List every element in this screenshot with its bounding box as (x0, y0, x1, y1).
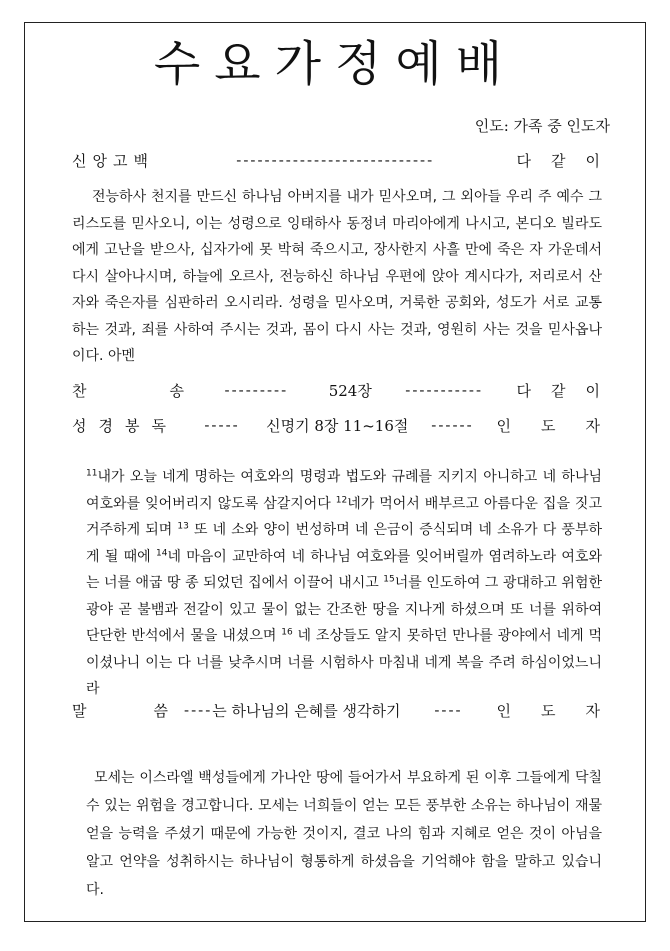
sermon-label-1: 말 (72, 701, 87, 720)
verse-number: 15 (383, 574, 395, 585)
sermon-row (72, 698, 630, 722)
scripture-row (72, 413, 631, 437)
creed-row (72, 148, 620, 172)
sermon-dashes-left: ---- (184, 701, 213, 719)
hymn-label-2: 송 (169, 381, 184, 400)
verse-text: 네 조상들도 알지 못하던 만나를 광야에서 네게 먹이셨나니 이는 다 너를 낮추시며 너를 시험하사 마침내 네게 복을 주려 하심이었느니라 (86, 628, 602, 697)
verse-text: 내가 오늘 네게 명하는 여호와의 명령과 법도와 규례를 지키지 아니하고 네 하나님 여호와를 잊어버리지 않도록 삼갈지어다 (86, 469, 602, 512)
scripture-leader: 인도자 (496, 416, 631, 435)
hymn-leader: 다같이 (516, 381, 621, 400)
sermon-label-2: 씀 (153, 701, 168, 720)
scripture-passage (86, 464, 602, 703)
sermon-text: 모세는 이스라엘 백성들에게 가나안 땅에 들어가서 부요하게 된 이후 그들에게 닥칠 수 있는 위험을 경고합니다. 모세는 너희들이 얻는 모든 풍부한 소유는 하나님이 재물 얻을 능력을 주셨기 때문에 가능한 것이지, 결코 나의 힘과 지혜로 얻은 것이 아님을 알고 언약을 성취하시는 하나님이 형통하게 하셨음을 기억해야 함을 말하고 있습니다. (86, 770, 602, 898)
sermon-topic: 는 하나님의 은혜를 생각하기 (212, 701, 401, 720)
hymn-label (72, 380, 184, 401)
hymn-label-1: 찬 (72, 381, 87, 400)
sermon-dashes-right: ---- (434, 701, 463, 719)
creed-leader: 다같이 (516, 151, 620, 170)
creed-label: 신앙고백 (72, 151, 154, 170)
scripture-dashes-left: ----- (204, 416, 240, 434)
verse-number: 14 (155, 547, 168, 558)
sermon-label (72, 700, 168, 721)
hymn-dashes-left: --------- (224, 381, 289, 399)
hymn-number: 524장 (328, 381, 372, 400)
verse-number: 12 (335, 494, 348, 505)
scripture-dashes-right: ------ (431, 416, 474, 434)
creed-text: 전능하사 천지를 만드신 하나님 아버지를 내가 믿사오며, 그 외아들 우리 주 예수 그리스도를 믿사오니, 이는 성령으로 잉태하사 동정녀 마리아에게 나시고, 본디오 빌라도에게 고난을 받으사, 십자가에 못 박혀 죽으시고, 장사한지 사흘 만에 죽은 자 가운데서 다시 살아나시며, 하늘에 오르사, 전능하신 하나님 우편에 앉아 계시다가, 저리로서 산 자와 죽은자를 심판하러 오시리라. 성령을 믿사오며, 거룩한 공회와, 성도가 서로 교통하는 것과, 죄를 사하여 주시는 것과, 몸이 다시 사는 것과, 영원히 사는 것을 믿사옵나이다. 아멘 (72, 189, 602, 364)
verse-number: 16 (281, 627, 293, 638)
verse-text: 네가 먹어서 배부르고 아름다운 집을 짓고 거주하게 되며 (86, 495, 602, 538)
creed-dashes: ---------------------------- (236, 151, 435, 169)
scripture-label: 성경봉독 (72, 416, 178, 435)
hymn-row (72, 378, 621, 402)
hymn-dashes-right: ----------- (405, 381, 484, 399)
verse-number: 13 (177, 521, 189, 532)
page-title: 수요가정예배 (153, 36, 517, 92)
verse-text: 너를 인도하여 그 광대하고 위험한 광야 곧 불뱀과 전갈이 있고 물이 없는 간조한 땅을 지나게 하셨으며 또 너를 위하여 단단한 반석에서 물을 내셨으며 (86, 575, 602, 644)
leader-line: 인도: 가족 중 인도자 (474, 117, 610, 135)
scripture-reference: 신명기 8장 11~16절 (266, 416, 409, 435)
verse-number: 11 (86, 468, 98, 479)
verse-text: 또 네 소와 양이 번성하며 네 은금이 증식되며 네 소유가 다 풍부하게 될 때에 (86, 522, 603, 565)
sermon-leader: 인도자 (496, 701, 630, 720)
verse-text: 네 마음이 교만하여 네 하나님 여호와를 잊어버릴까 염려하노라 여호와는 너를 애굽 땅 종 되었던 집에서 이끌어 내시고 (86, 548, 602, 591)
